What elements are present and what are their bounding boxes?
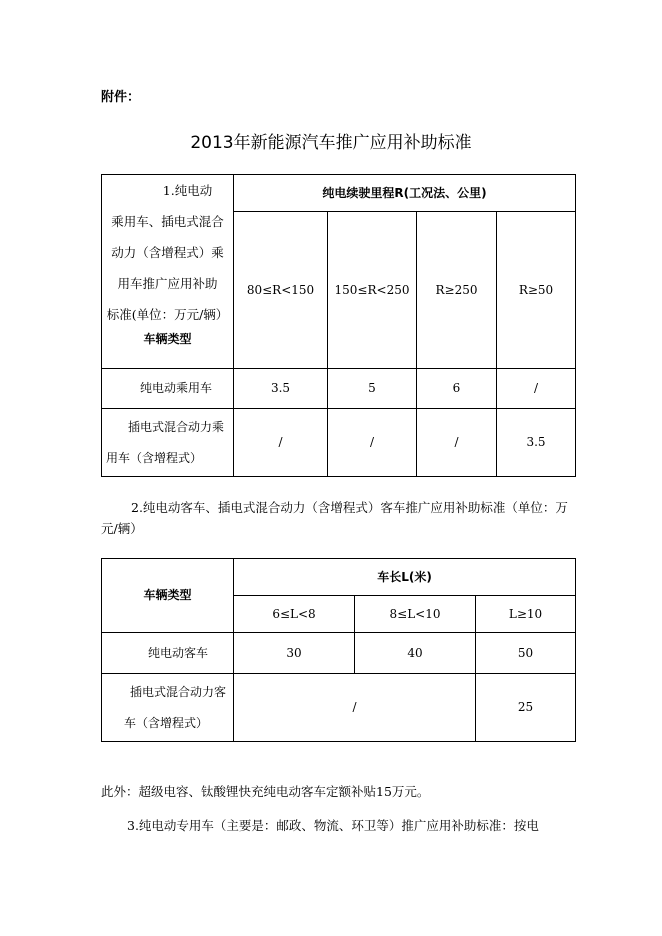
corner-line-4: 用车推广应用补助 [117,276,218,291]
corner-line-1: 1.纯电动 [162,183,213,198]
note-paragraph: 此外：超级电容、钛酸锂快充纯电动客车定额补贴15万元。 [101,784,430,799]
value-cell: 3.5 [234,369,328,409]
range-cell: R≥50 [497,212,576,369]
table1-corner-cell [102,175,234,369]
subsidy-table-passenger [101,174,576,477]
vehicle-type-cell [102,674,234,742]
table-row [102,369,576,409]
range-cell: 150≤R<250 [328,212,417,369]
value-cell: / [417,409,497,477]
corner-line-3: 动力（含增程式）乘 [111,245,224,260]
corner-vehicle-type: 车辆类型 [143,332,192,346]
value-cell: 40 [355,633,476,674]
value-cell: 50 [476,633,576,674]
vehicle-type-header: 车辆类型 [102,559,234,633]
value-cell: / [497,369,576,409]
type-line-2: 用车（含增程式） [106,450,203,465]
table2-header: 车长L(米) [234,559,576,596]
subsidy-table-bus [101,558,576,742]
type-line-1: 插电式混合动力客 [130,684,227,699]
type-line-1: 插电式混合动力乘 [128,419,225,434]
paragraph-3: 3.纯电动专用车（主要是：邮政、物流、环卫等）推广应用补助标准：按电 [127,818,539,833]
value-cell: / [328,409,417,477]
page-title: 2013年新能源汽车推广应用补助标准 [190,133,472,153]
attachment-label: 附件： [101,90,141,105]
range-cell: 8≤L<10 [355,596,476,633]
vehicle-type-cell: 纯电动客车 [102,633,234,674]
table-row [102,409,576,477]
table-row [102,674,576,742]
value-cell: 30 [234,633,355,674]
type-line-2: 车（含增程式） [124,715,209,730]
corner-line-5: 标准(单位：万元/辆） [106,307,229,322]
table1-header: 纯电续驶里程R(工况法、公里) [234,175,576,212]
paragraph-2: 2.纯电动客车、插电式混合动力（含增程式）客车推广应用补助标准（单位：万元/辆） [101,500,568,536]
value-cell: 3.5 [497,409,576,477]
vehicle-type-cell [102,409,234,477]
value-cell: 25 [476,674,576,742]
table-row [102,633,576,674]
range-cell: 80≤R<150 [234,212,328,369]
value-cell: 6 [417,369,497,409]
value-cell: 5 [328,369,417,409]
merged-value-cell: / [234,674,476,742]
range-cell: R≥250 [417,212,497,369]
range-cell: L≥10 [476,596,576,633]
corner-line-2: 乘用车、插电式混合 [111,214,224,229]
vehicle-type-cell: 纯电动乘用车 [102,369,234,409]
value-cell: / [234,409,328,477]
range-cell: 6≤L<8 [234,596,355,633]
